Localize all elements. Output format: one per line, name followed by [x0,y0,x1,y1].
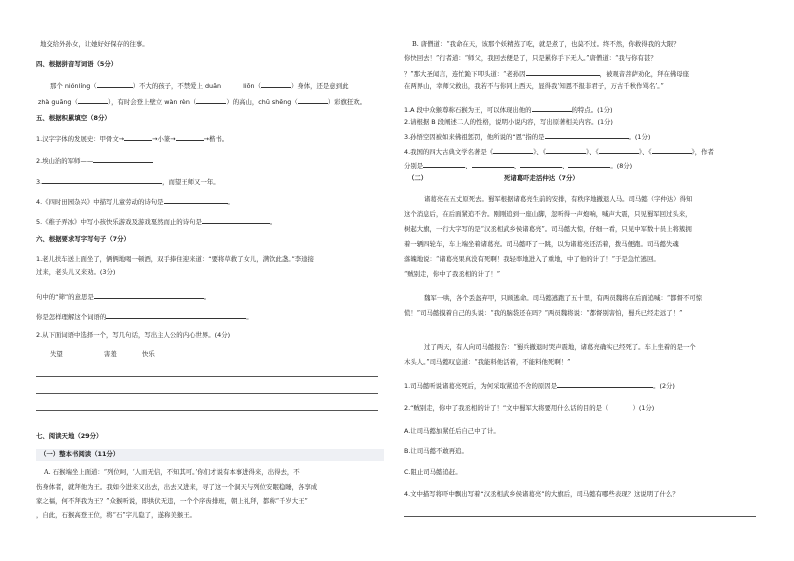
excerpt-line-6: “贼别走，你中了我丞相的计了！” [404,270,501,278]
word-choice-2: 害羞 [104,350,117,358]
excerpt-line-1: 诸葛亮在五丈原死去。蜀军根据诸葛亮生前的安排，有秩序地撤退人马。司马懿（字仲达）得知 [424,195,693,203]
excerpt-line-3: 树起大旗，一行大字写的是“汉丞相武乡侯诸葛亮”。司马懿大惊，仔细一看，只见中军数十员上将簇拥 [404,225,692,233]
fill-q3: 3. ，而望王师又一年。 [36,178,220,186]
passage-a-line-1: A. 石猴端坐上面道：“列位呵，‘人而无信，不知其可。’你们才说有本事进得来，出得去，不 [44,468,300,476]
read-q2: 2.请根据 B 段阐述二人的性格，说明小说内容，写出原著相关内容。(1分) [404,118,613,126]
passage-a-line-4: ，自此，石猴高登王位，将“石”字儿隐了，遂称美猴王。 [36,511,196,519]
answer-line[interactable] [36,376,378,377]
subsection-2-title: 死诸葛吓走活仲达（7分） [504,174,579,182]
passage-b-line-1: B. 唐僧道：“我命在天，该那个妖精蒸了吃，就是煮了，也莫不过。终不然，你救得我的大限？ [412,40,680,48]
section-4-title: 四、根据拼音写词语（5分） [36,60,118,68]
excerpt-line-7: 魏军一哄，各个丢盔弃甲，只顾逃命。司马懿逃跑了五十里，有两员魏将在后面追喊：“都督不可惊 [424,294,703,302]
word-choice-1: 失望 [50,350,63,358]
subsection-2-label: （二） [408,174,428,182]
ex-q2: 2.“贼别走，你中了我丞相的计了！”文中蜀军大将要用什么话的目的是（ ）(1分) [404,404,655,412]
q6-1-line-1: 1.老儿扶车送上面坐了，俩俩地喝一顿酒，双手捧住迎来道：“要将草救了女儿，满饮此盏。”李逵接 [36,255,314,263]
word-choice-3: 快乐 [142,350,155,358]
fill-q2: 2.埃山治的军师—— [36,155,153,166]
excerpt-line-4: 着一辆四轮车，车上端坐着诸葛亮。司马懿吓了一跳，以为诸葛亮还活着，拨马便跑。司马懿失魂 [404,240,679,248]
read-q3: 3.孙悟空因被如来佛祖惩罚，他所说的“恩”指的是 。(1分) [404,133,651,141]
pinyin-line-1: 那个 niónlíng（ ）不大的孩子，不禁爱上 duān liōn（ ）身体，还是意到此 [50,82,349,90]
ex-q4: 4.文中描写将吓中飘出写着“汉丞相武乡侯诸葛亮”的大旗后，司马懿有哪些表现？这说明了什么？ [404,490,679,498]
answer-line[interactable] [36,393,378,394]
excerpt-line-8: 慌！”司马懿摸着自己的头说：“我的脑袋还在吗？”两员魏将说：“都督别害怕，蜀兵已经走远了！” [404,309,683,317]
subsection-1-title: （一）整本书阅读（11分） [40,450,120,458]
fill-q4: 4.《四时田园杂兴》中描写儿童劳动的诗句是 。 [36,198,234,206]
q6-2: 2.从下面词语中选择一个，写几句话，写出主人公的内心世界。(4分) [36,331,231,339]
read-q1: 1.A 段中众猴尊称石猴为王，可以体现出他的 的特点。(1分) [404,106,613,114]
passage-b-line-4: 在两界山，幸师父救出，我若不与你同上西天，显得我‘知恩不报非君子，万古千秋作骂名’。” [404,82,664,90]
section-5-title: 五、根据积累填空（8分） [36,114,111,122]
q6-1-meaning: 句中的“筛”的意思是 。 [36,293,211,301]
excerpt-line-10: 木头人。”司马懿叹息道：“我能料他活着，不能料他死啊！” [404,358,571,366]
passage-a-line-2: 伤身体者，就拜他为王。我如今进来又出去，出去又进来，寻了这一个洞天与列位安眠稳睡，各享成 [36,483,318,491]
read-q4-authors: 分别是 、 、 、 。(8分) [404,162,633,170]
section-6-title: 六、根据要求写字写句子（7分） [36,235,130,243]
pinyin-line-2: zhà guāng（ ），有时会登上壁立 wàn rèn（ ）的高山，chū shēng（ ）彩旗狂欢。 [38,98,367,106]
q6-1-line-2: 过来，老头儿又来劝。(3分) [36,268,116,276]
option-a[interactable]: A.让司马懿加紧任后自己中了计。 [404,427,500,435]
option-b[interactable]: B.让司马懿不敢再追。 [404,447,468,455]
answer-line[interactable] [36,410,378,411]
read-q4: 4.我国的四大古典文学名著是《 》、《 》、《 》、《 》，作者 [404,148,714,156]
fill-q5: 5.《稚子弄冰》中写小孩快乐游戏及游戏戛然而止的诗句是 。 [36,218,277,226]
passage-b-line-3: ？”那大圣闻言，连忙跪下叩头道：“老孙因 ，被观音菩萨劝化，拜在佛母座 [404,70,690,78]
answer-line[interactable] [404,516,756,517]
subsection-bar-2 [404,173,754,185]
passage-a-line-3: 家之福，何不拜我为王？”众猴听说，即拱伏无违，一个个序齿排班，朝上礼拜，都称“千岁大王” [36,497,308,505]
ex-q1: 1.司马懿听说诸葛亮死后，为何采取紧追不舍的原因是 。(2分) [404,382,675,390]
excerpt-line-5: 落魄地说：“诸葛亮果真没有死啊！我轻率地进入了重地，中了他的计了！”于是急忙逃回。 [404,255,660,263]
excerpt-line-9: 过了两天，有人向司马懿报告：“蜀兵撤退时哭声震地，诸葛亮确实已经死了。车上坐着的是一个 [424,343,696,351]
intro-line: 地交给外孙女，让她好好保存的往事。 [40,40,149,48]
section-7-title: 七、阅读天地（29分） [36,432,103,440]
fill-q1: 1.汉字字体的发展史：甲骨文→ →小篆→ →楷书。 [36,135,229,143]
option-c[interactable]: C.阻止司马懿追赶。 [404,468,462,476]
excerpt-line-2: 这个消息后，在后面紧追不舍。刚刚追到一座山脚，忽听得一声炮响，喊声大震，只见蜀军回过头来， [404,210,692,218]
q6-1-understanding: 你是怎样理解这个词语的 。 [36,313,253,321]
passage-b-line-2: 你快回去！”行者道：“师父，我回去便是了，只是累你手下无人。”唐僧道：“我与你有甚？ [404,54,657,62]
